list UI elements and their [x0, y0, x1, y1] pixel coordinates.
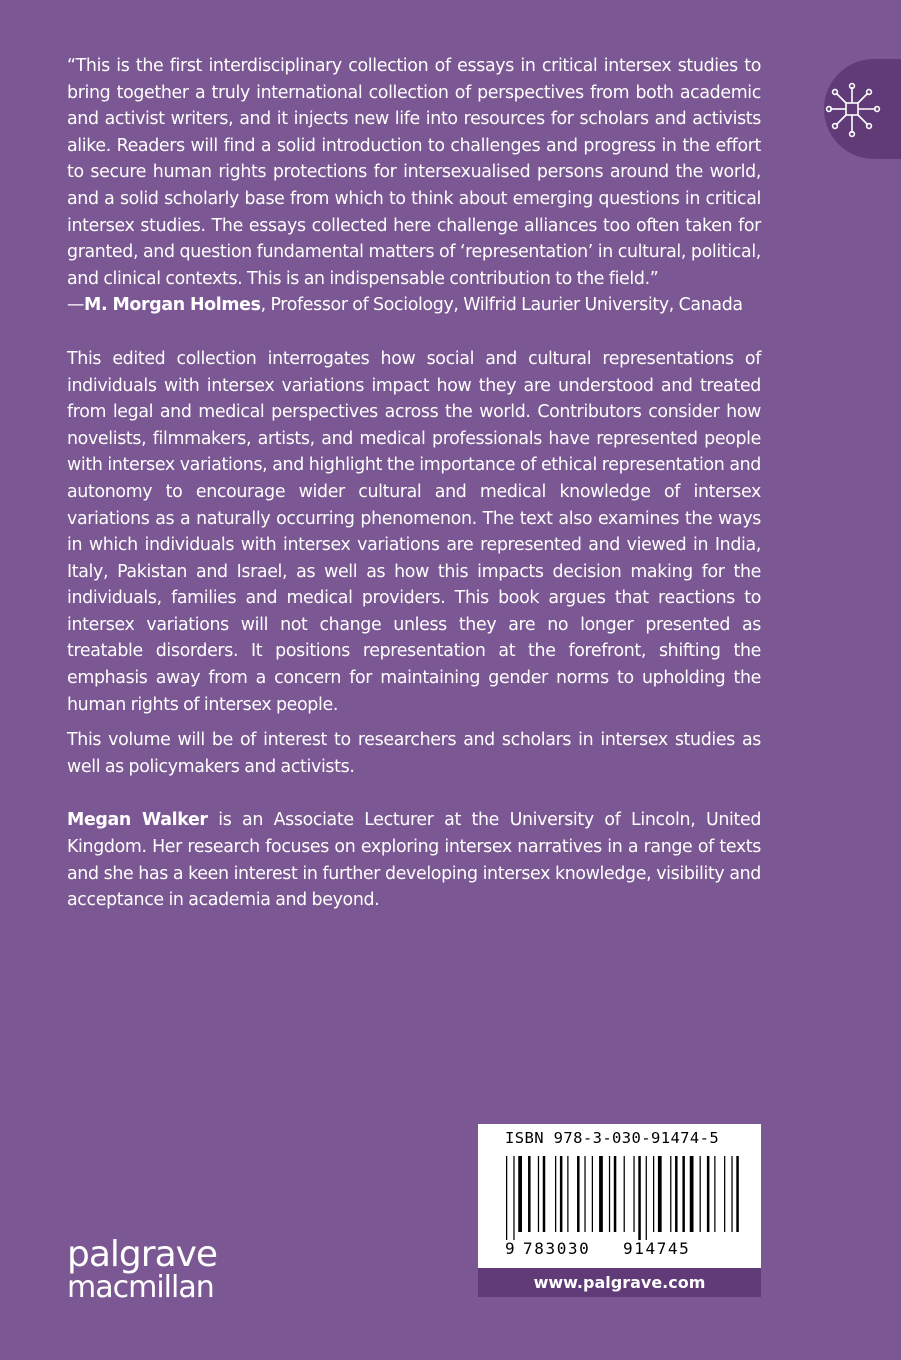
barcode-bar: [543, 1156, 546, 1232]
barcode-bar: [518, 1156, 522, 1232]
description-paragraph-2: This volume will be of interest to researchers and scholars in intersex studies as well as policymakers and activists.: [67, 730, 761, 777]
barcode-bar: [700, 1156, 701, 1232]
barcode-digits: [478, 1239, 761, 1261]
barcode-digits-group1: 783030: [523, 1239, 591, 1258]
barcode-bar: [675, 1156, 678, 1232]
barcode-bars: [496, 1156, 746, 1240]
barcode-bar: [646, 1156, 647, 1240]
barcode-bar: [506, 1156, 507, 1240]
barcode-bar: [707, 1156, 710, 1232]
barcode-bar: [609, 1156, 610, 1232]
back-cover-text: [67, 53, 761, 914]
barcode-bar: [577, 1156, 580, 1232]
isbn-barcode: [478, 1124, 761, 1268]
barcode-bar: [513, 1156, 514, 1240]
barcode-bar: [624, 1156, 625, 1232]
barcode-bar: [670, 1156, 671, 1232]
barcode-bar: [555, 1156, 556, 1232]
endorsement-quote: “This is the first interdisciplinary collection of essays in critical intersex studies to bring together a truly international collection of perspectives from both academic and activist writers, and it injects new life into resources for scholars and activists alike. Readers will find a solid introduction to challenges and progress in the effort to secure human rights protections for intersexualised persons around the world, and a solid scholarly base from which to think about emerging questions in critical intersex studies. The essays collected here challenge alliances too often taken for granted, and question fundamental matters of ‘representation’ in cultural, political, and clinical contexts. This is an indispensable contribution to the field.”: [67, 56, 761, 289]
barcode-bar: [731, 1156, 732, 1232]
endorsement-attribution: [67, 292, 761, 319]
barcode-bar: [567, 1156, 568, 1232]
barcode-bar: [724, 1156, 725, 1232]
barcode-digits-group2: 914745: [623, 1239, 691, 1258]
barcode-bar: [584, 1156, 585, 1232]
publisher-logo: [67, 1234, 218, 1305]
barcode-bar: [560, 1156, 563, 1232]
publisher-tab: [824, 59, 901, 159]
barcode-bar: [599, 1156, 603, 1232]
barcode-digit-first: 9: [505, 1239, 515, 1258]
publisher-url[interactable]: www.palgrave.com: [478, 1268, 761, 1297]
barcode-bar: [714, 1156, 715, 1232]
publisher-logo-line2: macmillan: [67, 1270, 214, 1305]
author-bio: [67, 807, 761, 913]
isbn-label: ISBN 978-3-030-91474-5: [505, 1129, 720, 1147]
endorser-affiliation: , Professor of Sociology, Wilfrid Laurier University, Canada: [260, 295, 743, 316]
description-paragraph-1: This edited collection interrogates how social and cultural representations of individuals with intersex variations impact how they are understood and treated from legal and medical perspectives across the world. Contributors consider how novelists, filmmakers, artists, and medical professionals have represented people with intersex variations, and highlight the importance of ethical representation and autonomy to encourage wider cultural and medical knowledge of intersex variations as a naturally occurring phenomenon. The text also examines the ways in which individuals with intersex variations are represented and viewed in India, Italy, Pakistan and Israel, as well as how this impacts decision making for the individuals, families and medical providers. This book argues that reactions to intersex variations will not change unless they are no longer presented as treatable disorders. It positions representation at the forefront, shifting the emphasis away from a concern for maintaining gender norms to upholding the human rights of intersex people.: [67, 348, 761, 715]
barcode-bar: [614, 1156, 617, 1232]
barcode-bar: [538, 1156, 539, 1232]
barcode-bar: [653, 1156, 654, 1232]
author-name: Megan Walker: [67, 810, 208, 831]
barcode-bar: [633, 1156, 634, 1232]
barcode-bar: [682, 1156, 685, 1232]
author-bio-text: is an Associate Lecturer at the University of Lincoln, United Kingdom. Her research focuses on exploring intersex narratives in a range of texts and she has a keen interest in further developing intersex knowledge, visibility and acceptance in academia and beyond.: [67, 810, 762, 911]
barcode-bar: [658, 1156, 662, 1232]
barcode-bar: [690, 1156, 694, 1232]
barcode-bar: [736, 1156, 739, 1232]
barcode-bar: [592, 1156, 593, 1232]
barcode-bar: [528, 1156, 531, 1232]
barcode-bar: [638, 1156, 641, 1240]
palgrave-star-icon: [824, 81, 884, 141]
endorser-name: M. Morgan Holmes: [84, 295, 261, 316]
attribution-dash: —: [67, 295, 85, 316]
publisher-logo-line1: palgrave: [67, 1234, 218, 1275]
